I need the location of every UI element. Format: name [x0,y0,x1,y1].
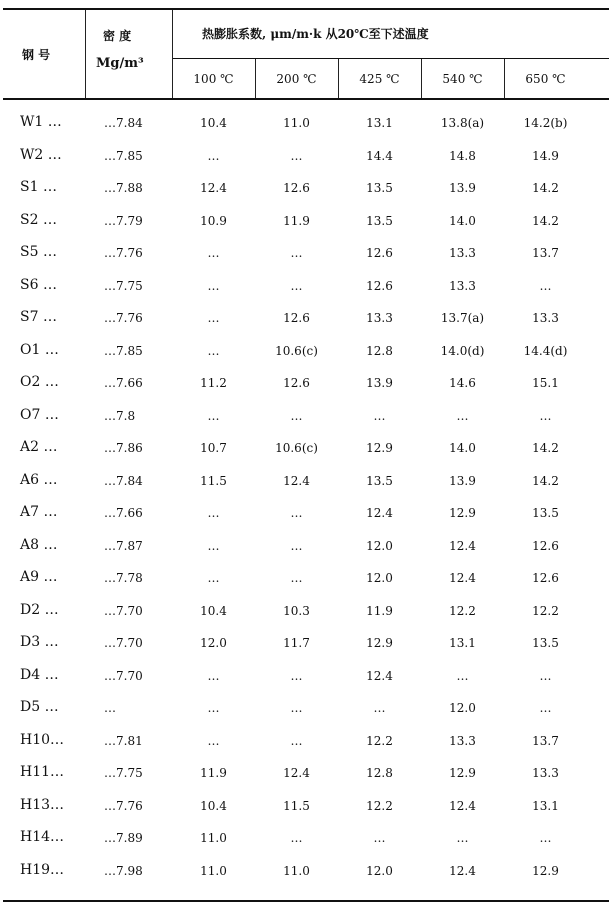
coefficient-value: 13.9 [366,376,393,390]
temperature-header: 540 ℃ [442,72,483,86]
coefficient-value: 11.9 [366,603,393,618]
steel-grade: D4 … [20,666,59,683]
coefficient-value: … [290,538,303,553]
density-value: …7.70 [104,636,143,650]
coefficient-value: 13.3 [532,311,559,325]
density-header-unit: Mg/m³ [96,56,144,71]
coefficient-value: … [539,701,552,715]
density-value: …7.76 [104,246,143,260]
coefficient-value: 10.6(c) [275,343,318,358]
coefficient-value: … [456,408,469,423]
steel-grade: S2 … [20,211,57,228]
density-value: …7.87 [104,538,143,553]
density-value: …7.66 [104,506,143,520]
coefficient-value: … [207,701,220,715]
density-value: …7.8 [104,408,136,423]
coefficient-value: 11.0 [283,863,310,878]
coefficient-value: 12.9 [366,441,393,455]
coefficient-value: 15.1 [532,376,559,390]
coefficient-value: 10.4 [200,798,227,813]
coefficient-value: 11.5 [200,473,227,488]
coefficient-value: 12.6 [366,278,393,293]
temperature-header: 100 ℃ [193,72,234,86]
temperature-header: 650 ℃ [525,72,566,86]
coefficient-value: … [456,831,469,845]
coefficient-value: 13.5 [366,213,393,228]
coefficient-value: … [290,148,303,163]
coefficient-value: 11.0 [200,863,227,878]
coefficient-value: 12.9 [532,863,559,878]
coefficient-value: … [207,311,220,325]
coefficient-value: 11.0 [283,116,310,130]
coefficient-value: … [207,408,220,423]
density-header-label: 密 度 [103,29,132,43]
steel-grade: S7 … [20,309,57,325]
coefficient-value: … [456,668,469,683]
coefficient-value: 14.6 [449,376,476,390]
coefficient-value: 14.0 [449,441,476,455]
density-value: …7.86 [104,441,143,455]
coefficient-value: 14.0 [449,213,476,228]
coefficient-value: 12.9 [449,766,476,780]
coefficient-value: 12.4 [283,766,310,780]
density-value: …7.85 [104,148,143,163]
coefficient-value: 13.1 [449,636,476,650]
coefficient-value: 11.5 [283,798,310,813]
steel-grade: O1 … [20,341,59,358]
coefficient-value: 13.5 [366,181,393,195]
coefficient-value: 12.4 [449,571,476,585]
coefficient-value: 12.2 [366,733,393,748]
coefficient-value: 14.2 [532,473,559,488]
coefficient-value: … [373,408,386,423]
steel-grade: A8 … [20,536,58,553]
density-value: …7.89 [104,831,143,845]
temperature-header: 200 ℃ [276,72,317,86]
density-value: …7.88 [104,181,143,195]
coefficient-value: 13.3 [449,278,476,293]
coefficient-value: 14.2 [532,181,559,195]
coefficient-value: 10.7 [200,441,227,455]
coefficient-value: 11.9 [200,766,227,780]
steel-grade: H11… [20,764,65,780]
coefficient-value: 12.6 [283,311,310,325]
coefficient-value: 10.4 [200,603,227,618]
coefficient-value: 12.0 [366,538,393,553]
steel-grade: A9 … [20,569,58,585]
coefficient-value: … [207,246,220,260]
temperature-header: 425 ℃ [359,72,400,86]
steel-grade: A6 … [20,471,58,488]
steel-grade: S1 … [20,179,57,195]
coefficient-value: … [207,668,220,683]
steel-grade: A7 … [20,504,58,520]
steel-grade: H19… [20,861,65,878]
coefficient-value: 12.2 [366,798,393,813]
coefficient-value: … [207,733,220,748]
coefficient-value: 12.2 [449,603,476,618]
coefficient-value: … [290,408,303,423]
coefficient-value: … [290,506,303,520]
grade-header: 钢 号 [22,48,51,62]
coefficient-value: 14.2 [532,441,559,455]
coefficient-value: 12.4 [449,863,476,878]
steel-grade: D3 … [20,634,59,650]
coefficient-value: 12.6 [532,538,559,553]
density-value: …7.70 [104,668,143,683]
coefficient-value: 13.5 [532,506,559,520]
density-value: …7.76 [104,311,143,325]
coefficient-value: 13.9 [449,473,476,488]
steel-grade: H10… [20,731,65,748]
coefficient-value: 12.6 [532,571,559,585]
coefficient-value: 13.1 [532,798,559,813]
coefficient-value: 13.5 [366,473,393,488]
coefficient-value: 14.9 [532,148,559,163]
density-value: …7.79 [104,213,143,228]
steel-grade: D2 … [20,601,59,618]
coefficient-value: … [207,148,220,163]
coefficient-value: 12.4 [449,538,476,553]
coefficient-value: 10.3 [283,603,310,618]
density-value: …7.75 [104,766,143,780]
coefficient-value: … [207,506,220,520]
coefficient-value: … [539,668,552,683]
steel-grade: S6 … [20,276,57,293]
coefficient-value: … [207,571,220,585]
coefficient-value: … [373,701,386,715]
density-value: …7.70 [104,603,143,618]
coefficient-value: 13.3 [449,246,476,260]
coefficient-value: … [207,538,220,553]
coefficient-value: 11.9 [283,213,310,228]
coefficient-value: 13.7 [532,733,559,748]
coefficient-value: … [539,278,552,293]
steel-grade: S5 … [20,244,57,260]
coefficient-value: 13.9 [449,181,476,195]
coefficient-value: 12.0 [366,571,393,585]
coefficient-value: 12.4 [200,181,227,195]
steel-grade: H14… [20,829,65,845]
coefficient-value: 13.7 [532,246,559,260]
density-value: …7.66 [104,376,143,390]
coefficient-value: 12.6 [366,246,393,260]
coefficient-value: 12.4 [283,473,310,488]
steel-grade: D5 … [20,699,59,715]
header-mid-rule [172,58,609,59]
coefficient-value: 12.0 [200,636,227,650]
coefficient-value: 10.4 [200,116,227,130]
coefficient-value: 13.3 [532,766,559,780]
steel-grade: O7 … [20,406,59,423]
coefficient-value: 14.2 [532,213,559,228]
coefficient-value: 13.1 [366,116,393,130]
header-bottom-rule [3,98,609,100]
density-value: …7.81 [104,733,143,748]
coefficient-value: 12.6 [283,376,310,390]
steel-grade: W2 … [20,146,62,163]
density-value: …7.85 [104,343,143,358]
coefficient-value: 14.2(b) [523,116,568,130]
coefficient-value: 14.4(d) [523,343,568,358]
coefficient-value: … [373,831,386,845]
coefficient-value: 12.9 [449,506,476,520]
steel-grade: W1 … [20,114,62,130]
bottom-rule [3,900,609,902]
coefficient-value: … [290,668,303,683]
steel-grade: H13… [20,796,65,813]
steel-grade: A2 … [20,439,58,455]
coefficient-value: 10.9 [200,213,227,228]
coefficient-value: 11.2 [200,376,227,390]
density-value: …7.84 [104,116,143,130]
coefficient-value: 13.3 [449,733,476,748]
coefficient-header-title: 热膨胀系数, μm/m·k 从20℃至下述温度 [202,27,429,41]
coefficient-value: 12.0 [449,701,476,715]
coefficient-value: … [290,733,303,748]
top-rule [3,8,609,10]
density-value: …7.84 [104,473,143,488]
density-value: …7.76 [104,798,143,813]
coefficient-value: 14.8 [449,148,476,163]
coefficient-value: 14.4 [366,148,393,163]
coefficient-value: 13.5 [532,636,559,650]
coefficient-value: … [290,246,303,260]
coefficient-value: 12.2 [532,603,559,618]
density-value: …7.75 [104,278,143,293]
coefficient-value: … [290,571,303,585]
coefficient-value: 12.4 [366,506,393,520]
density-value: … [104,701,116,715]
coefficient-value: … [207,278,220,293]
density-value: …7.78 [104,571,143,585]
coefficient-value: 13.8(a) [440,116,485,130]
steel-grade: O2 … [20,374,59,390]
coefficient-value: 11.0 [200,831,227,845]
header-divider [85,10,86,98]
coefficient-value: … [290,278,303,293]
coefficient-value: 13.3 [366,311,393,325]
coefficient-value: 12.0 [366,863,393,878]
coefficient-value: 12.6 [283,181,310,195]
coefficient-value: 13.7(a) [440,311,485,325]
coefficient-value: … [539,831,552,845]
coefficient-value: 12.9 [366,636,393,650]
coefficient-value: … [207,343,220,358]
coefficient-value: … [290,701,303,715]
coefficient-value: 12.8 [366,343,393,358]
coefficient-value: 14.0(d) [440,343,485,358]
coefficient-value: 12.4 [366,668,393,683]
coefficient-value: 10.6(c) [275,441,318,455]
coefficient-value: 12.4 [449,798,476,813]
coefficient-value: … [290,831,303,845]
density-value: …7.98 [104,863,143,878]
coefficient-value: 11.7 [283,636,310,650]
coefficient-value: 12.8 [366,766,393,780]
coefficient-value: … [539,408,552,423]
